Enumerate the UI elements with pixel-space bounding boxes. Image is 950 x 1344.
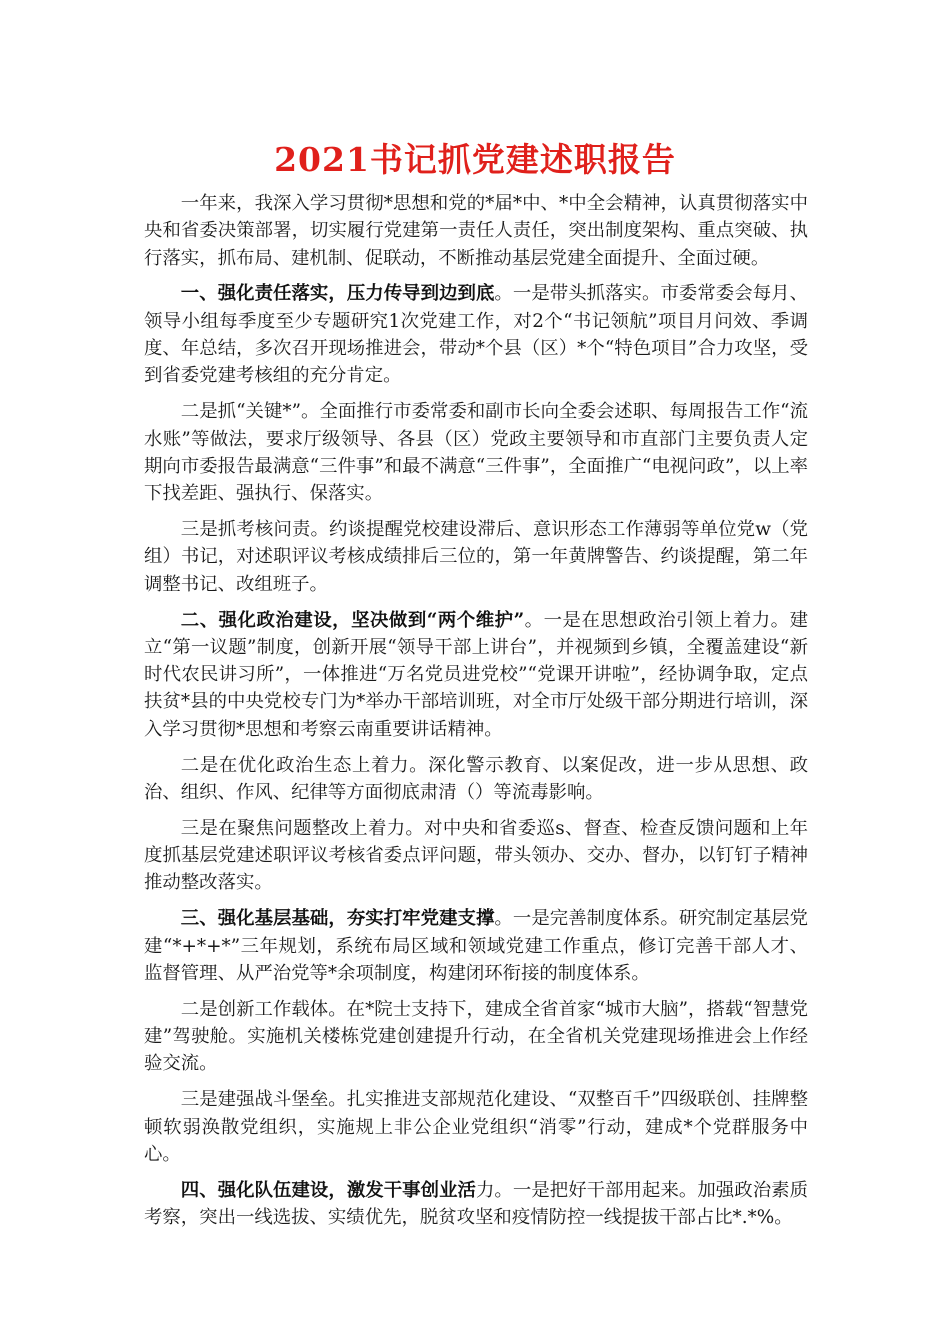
paragraph: [144, 815, 808, 897]
section-heading: 四、强化队伍建设，激发干事创业活: [180, 1179, 476, 1201]
paragraph-text: 二是在优化政治生态上着力。深化警示教育、以案促改，进一步从思想、政治、组织、作风、纪律等方面彻底肃清（）等流毒影响。: [144, 754, 808, 803]
paragraph-text: 。一是带头抓落实。市委常委会每月、领导小组每季度至少专题研究1次党建工作，对2个“书记领航”项目月问效、季调度、年总结，多次召开现场推进会，带动*个县（区）*个“特色项目”合力攻坚，受到省委党建考核组的充分肯定。: [144, 283, 808, 387]
paragraph: [144, 752, 808, 807]
paragraph: [144, 516, 808, 598]
section-heading: 三、强化基层基础，夯实打牢党建支撑: [180, 908, 495, 930]
section-heading: 一、强化责任落实，压力传导到边到底: [180, 283, 495, 305]
paragraph: [144, 607, 808, 743]
paragraph-text: 。一是在思想政治引领上着力。建立“第一议题”制度，创新开展“领导干部上讲台”，并视频到乡镇，全覆盖建设“新时代农民讲习所”，一体推进“万名党员进党校”“党课开讲啦”，经协调争取，定点扶贫*县的中央党校专门为*举办干部培训班，对全市厅处级干部分期进行培训，深入学习贯彻*思想和考察云南重要讲话精神。: [144, 609, 808, 740]
paragraph: [144, 996, 808, 1078]
document-title: 2021书记抓党建述职报告: [274, 140, 676, 179]
paragraph-text: 三是在聚焦问题整改上着力。对中央和省委巡s、督查、检查反馈问题和上年度抓基层党建述职评议考核省委点评问题，带头领办、交办、督办，以钉钉子精神推动整改落实。: [144, 817, 808, 894]
paragraph: [144, 398, 808, 507]
paragraph-text: 。一是完善制度体系。研究制定基层党建“*+*+*”三年规划，系统布局区域和领域党建工作重点，修订完善干部人才、监督管理、从严治党等*余项制度，构建闭环衔接的制度体系。: [144, 908, 808, 984]
paragraph-text: 力。一是把好干部用起来。加强政治素质考察，突出一线选拔、实绩优先，脱贫攻坚和疫情防控一线提拔干部占比*.*%。: [144, 1179, 808, 1229]
paragraph: [144, 190, 808, 272]
paragraph: [144, 1177, 808, 1232]
paragraph-text: 三是抓考核问责。约谈提醒党校建设滞后、意识形态工作薄弱等单位党w（党组）书记，对述职评议考核成绩排后三位的，第一年黄牌警告、约谈提醒，第二年调整书记、改组班子。: [144, 519, 808, 595]
paragraph-text: 二是抓“关键*”。全面推行市委常委和副市长向全委会述职、每周报告工作“流水账”等做法，要求厅级领导、各县（区）党政主要领导和市直部门主要负责人定期向市委报告最满意“三件事”和最不满意“三件事”，全面推广“电视问政”，以上率下找差距、强执行、保落实。: [144, 401, 808, 505]
paragraph-text: 二是创新工作载体。在*院士支持下，建成全省首家“城市大脑”，搭载“智慧党建”驾驶舱。实施机关楼栋党建创建提升行动，在全省机关党建现场推进会上作经验交流。: [144, 998, 808, 1075]
section-heading: 二、强化政治建设，坚决做到“两个维护”: [180, 609, 525, 631]
paragraph: [144, 905, 808, 987]
paragraph-text: 一年来，我深入学习贯彻*思想和党的*届*中、*中全会精神，认真贯彻落实中央和省委决策部署，切实履行党建第一责任人责任，突出制度架构、重点突破、执行落实，抓布局、建机制、促联动，不断推动基层党建全面提升、全面过硬。: [144, 193, 808, 269]
paragraph: [144, 280, 808, 389]
paragraph: [144, 1086, 808, 1168]
document-body: [144, 190, 808, 1240]
paragraph-text: 三是建强战斗堡垒。扎实推进支部规范化建设、“双整百千”四级联创、挂牌整顿软弱涣散党组织，实施规上非公企业党组织“消零”行动，建成*个党群服务中心。: [144, 1089, 808, 1165]
